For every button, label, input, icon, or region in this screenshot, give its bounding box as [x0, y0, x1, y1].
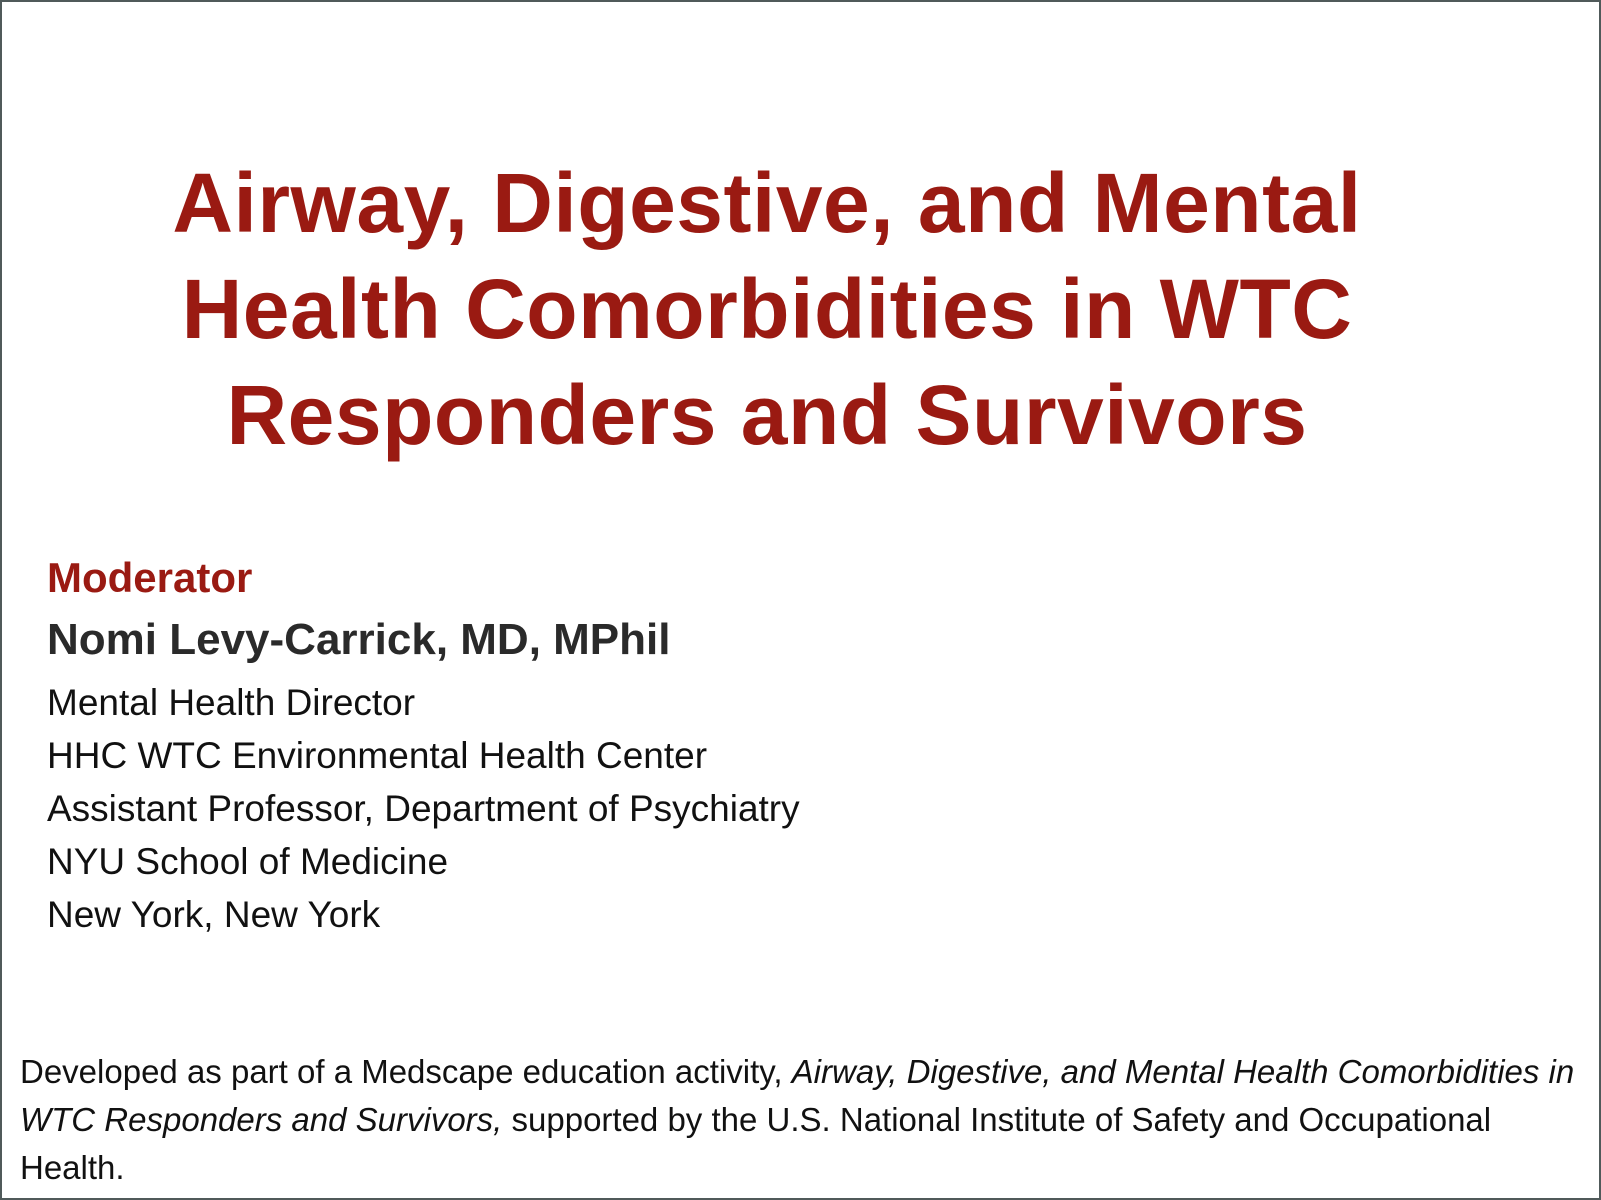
- footer-prefix: Developed as part of a Medscape education activity,: [20, 1053, 792, 1090]
- affiliation-line-center: HHC WTC Environmental Health Center: [47, 735, 708, 776]
- affiliation-line-role: Mental Health Director: [47, 682, 416, 723]
- footer-note: [20, 1048, 1580, 1192]
- affiliation-line-location: New York, New York: [47, 894, 381, 935]
- slide-title-line-3: Responders and Survivors: [226, 368, 1308, 462]
- footer-suffix: supported by the U.S. National Institute of Safety and Occupational Health.: [20, 1101, 1492, 1186]
- moderator-name: Nomi Levy-Carrick, MD, MPhil: [47, 615, 671, 664]
- moderator-block: [47, 550, 1147, 941]
- affiliation-line-school: NYU School of Medicine: [47, 841, 449, 882]
- slide-title-line-2: Health Comorbidities in WTC: [181, 262, 1353, 356]
- footer-activity-title: Airway, Digestive, and Mental Health Comorbidities in WTC Responders and Survivors,: [20, 1053, 1575, 1138]
- moderator-label: Moderator: [47, 554, 253, 601]
- affiliation-line-position: Assistant Professor, Department of Psychiatry: [47, 788, 800, 829]
- slide-title: [62, 150, 1472, 468]
- slide-title-line-1: Airway, Digestive, and Mental: [172, 156, 1362, 250]
